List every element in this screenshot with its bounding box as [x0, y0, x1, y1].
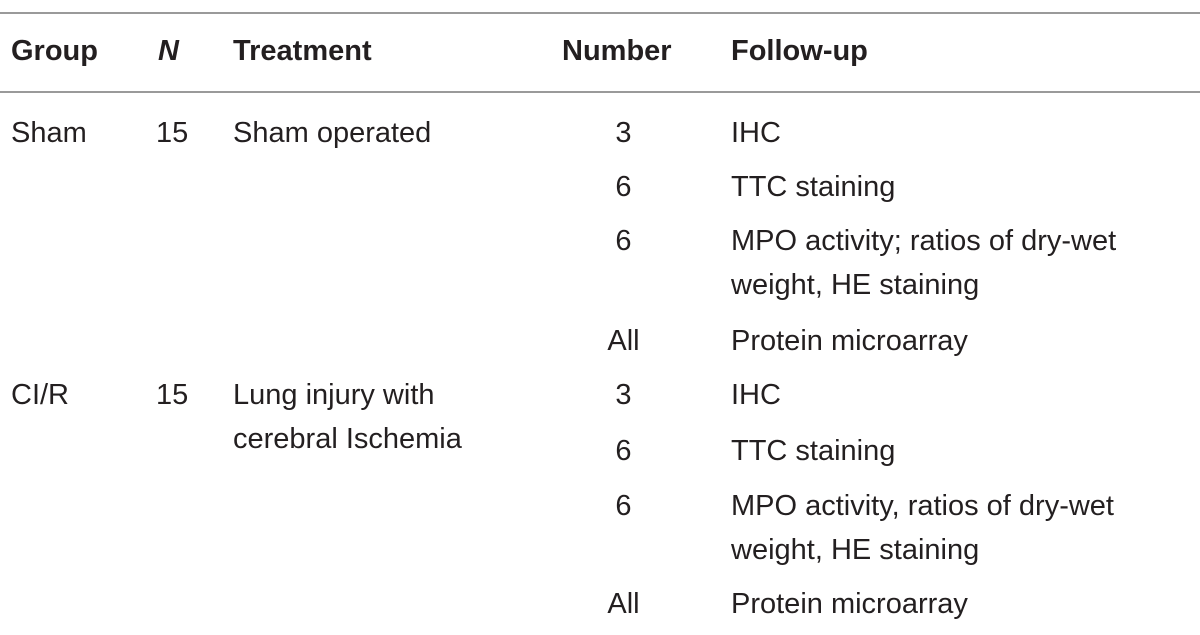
- followup-cell: MPO activity, ratios of dry-wet weight, HE staining: [731, 490, 1114, 566]
- group-cell: CI/R: [11, 379, 69, 411]
- number-cell: 3: [615, 117, 632, 149]
- treatment-cell: Lung injury with cerebral Ischemia: [233, 379, 462, 455]
- number-cell: 6: [615, 435, 632, 467]
- number-cell: All: [607, 588, 640, 620]
- header-n: N: [158, 35, 179, 67]
- header-followup: Follow-up: [731, 35, 868, 67]
- followup-cell: IHC: [731, 379, 781, 411]
- number-cell: 3: [615, 379, 632, 411]
- followup-cell: IHC: [731, 117, 781, 149]
- header-number: Number: [562, 35, 672, 67]
- followup-cell: Protein microarray: [731, 588, 968, 620]
- header-treatment: Treatment: [233, 35, 372, 67]
- table-header-rule: [0, 91, 1200, 93]
- followup-cell: TTC staining: [731, 435, 896, 467]
- followup-cell: MPO activity; ratios of dry-wet weight, HE staining: [731, 225, 1117, 301]
- number-cell: 6: [615, 225, 632, 257]
- number-cell: 6: [615, 490, 632, 522]
- n-cell: 15: [156, 117, 189, 149]
- followup-cell: Protein microarray: [731, 325, 968, 357]
- group-cell: Sham: [11, 117, 87, 149]
- n-cell: 15: [156, 379, 189, 411]
- number-cell: 6: [615, 171, 632, 203]
- treatment-cell: Sham operated: [233, 117, 432, 149]
- table-top-rule: [0, 12, 1200, 14]
- followup-cell: TTC staining: [731, 171, 896, 203]
- header-group: Group: [11, 35, 98, 67]
- number-cell: All: [607, 325, 640, 357]
